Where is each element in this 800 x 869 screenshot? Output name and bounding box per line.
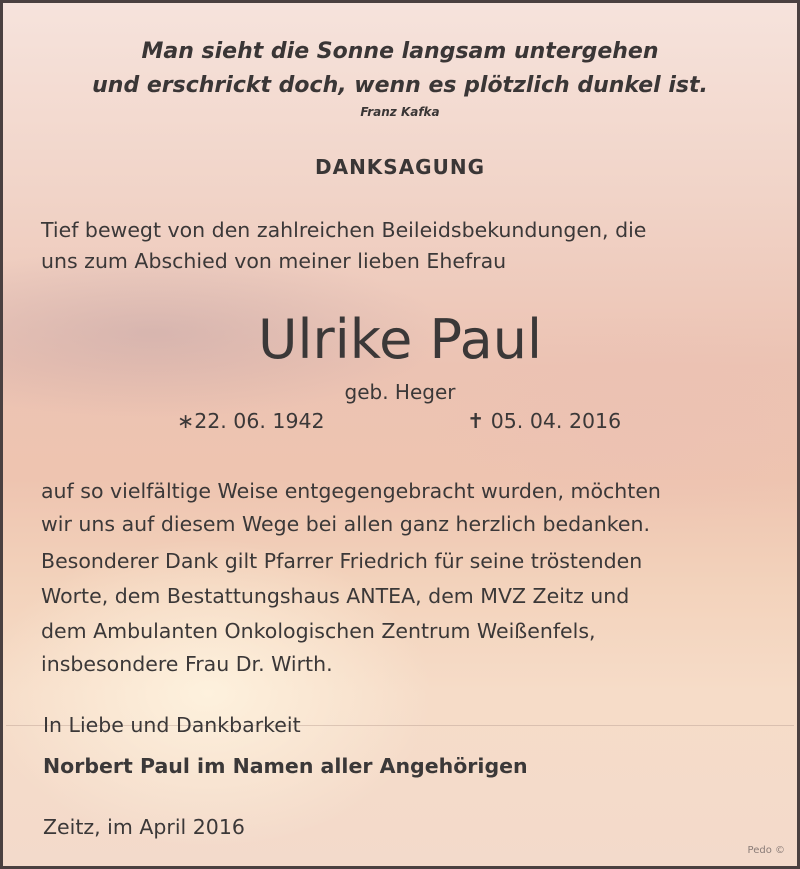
death-date: 05. 04. 2016 [490, 409, 622, 433]
birth-star-icon: ∗ [177, 409, 195, 433]
intro-line-2: uns zum Abschied von meiner lieben Ehefrau [41, 249, 507, 273]
special-thanks-line-4: insbesondere Frau Dr. Wirth. [41, 652, 333, 676]
closing-phrase: In Liebe und Dankbarkeit [43, 713, 301, 737]
special-thanks-line-1: Besonderer Dank gilt Pfarrer Friedrich für seine tröstenden [41, 549, 643, 573]
heading-danksagung: DANKSAGUNG [314, 155, 485, 179]
deceased-name: Ulrike Paul [258, 308, 542, 371]
special-thanks-line-3: dem Ambulanten Onkologischen Zentrum Weißenfels, [41, 619, 596, 643]
quote-author: Franz Kafka [360, 105, 440, 119]
birth-date-line [177, 409, 325, 433]
place-and-date: Zeitz, im April 2016 [43, 815, 245, 839]
intro-line-1: Tief bewegt von den zahlreichen Beileidsbekundungen, die [41, 218, 647, 242]
quote-line-1: Man sieht die Sonne langsam untergehen [141, 39, 659, 64]
signature: Norbert Paul im Namen aller Angehörigen [43, 754, 528, 778]
birth-date: 22. 06. 1942 [194, 409, 325, 433]
death-date-line [467, 409, 621, 433]
thanks-line-2: wir uns auf diesem Wege bei allen ganz herzlich bedanken. [41, 512, 650, 536]
death-cross-icon: ✝ [467, 409, 485, 433]
special-thanks-line-2: Worte, dem Bestattungshaus ANTEA, dem MVZ Zeitz und [41, 584, 630, 608]
thanks-line-1: auf so vielfältige Weise entgegengebracht wurden, möchten [41, 479, 661, 503]
quote-line-2: und erschrickt doch, wenn es plötzlich dunkel ist. [92, 73, 708, 98]
maiden-name: geb. Heger [344, 380, 456, 404]
photo-credit: Pedo © [747, 845, 785, 856]
